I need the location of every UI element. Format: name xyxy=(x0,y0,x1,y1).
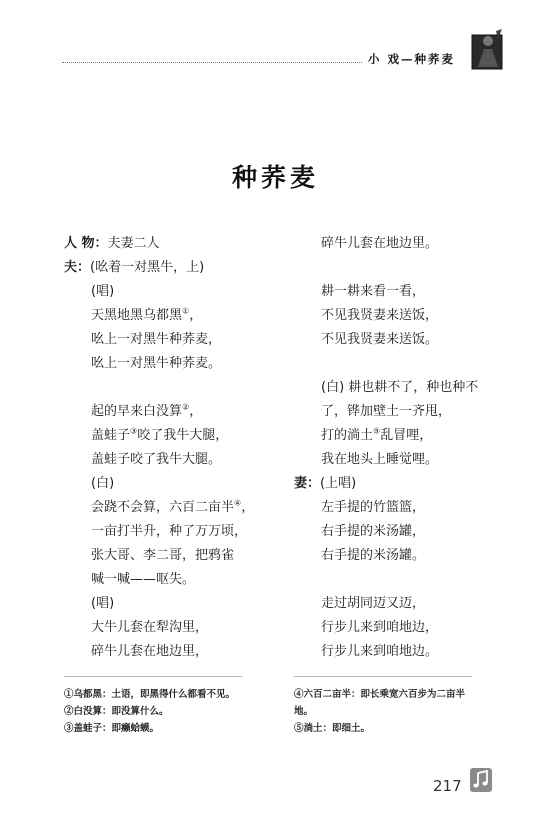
line-text: 咬了我牛大腿， xyxy=(137,428,229,443)
speaker-label: 人 物： xyxy=(64,236,108,251)
verse-line xyxy=(294,376,514,400)
line-text: ， xyxy=(189,404,203,419)
verse-line xyxy=(64,592,284,616)
line-text: 一亩打半升，种了万万顷， xyxy=(91,524,248,539)
line-text: 喊一喊——呕失。 xyxy=(91,572,196,587)
verse-line xyxy=(294,352,514,376)
footnote-marker: ⑤ xyxy=(373,426,381,436)
verse-line xyxy=(294,616,514,640)
line-text: (白) xyxy=(91,476,115,491)
line-text: (白) 耕也耕不了，种也种不 xyxy=(321,380,479,395)
warrior-figure-icon xyxy=(468,27,506,73)
verse-line xyxy=(64,280,284,304)
line-text: 吆上一对黑牛种荞麦， xyxy=(91,332,222,347)
line-text: 起的早来白没算 xyxy=(91,404,183,419)
line-text: 行步儿来到咱地边， xyxy=(321,620,439,635)
line-text: (吆着一对黑牛，上) xyxy=(90,260,205,275)
verse-line xyxy=(294,232,514,256)
line-text: ， xyxy=(241,500,255,515)
line-text: 天黑地黑乌都黑 xyxy=(91,308,183,323)
line-text: 夫妻二人 xyxy=(107,236,160,251)
verse-line xyxy=(64,232,284,256)
page-number: 217 xyxy=(433,777,462,795)
line-text: ， xyxy=(189,308,203,323)
line-text: 打的淌土 xyxy=(321,428,374,443)
line-text: 大牛儿套在犁沟里， xyxy=(91,620,209,635)
verse-line xyxy=(64,472,284,496)
right-column xyxy=(294,232,514,664)
verse-line xyxy=(294,448,514,472)
header-divider xyxy=(62,62,362,63)
line-text: (上唱) xyxy=(320,476,357,491)
verse-line xyxy=(64,616,284,640)
verse-line xyxy=(64,304,284,328)
speaker-label: 夫： xyxy=(64,260,91,275)
line-text: 会跷不会算，六百二亩半 xyxy=(91,500,235,515)
speaker-label: 妻： xyxy=(294,476,321,491)
line-text: 行步儿来到咱地边。 xyxy=(321,644,439,659)
line-text: (唱) xyxy=(91,596,115,611)
line-text: 盖蛙子咬了我牛大腿。 xyxy=(91,452,222,467)
verse-line xyxy=(64,376,284,400)
line-text: 乱冒哩， xyxy=(380,428,433,443)
line-text: 左手提的竹篮篮， xyxy=(321,500,426,515)
verse-line xyxy=(294,472,514,496)
music-note-icon xyxy=(470,768,492,792)
verse-line xyxy=(64,352,284,376)
footnote-marker: ① xyxy=(182,306,190,316)
line-text: 碎牛儿套在地边里。 xyxy=(321,236,439,251)
verse-line xyxy=(64,544,284,568)
footnote-marker: ③ xyxy=(130,426,138,436)
footnote-divider-left xyxy=(64,676,242,677)
verse-line xyxy=(294,640,514,664)
verse-line xyxy=(294,544,514,568)
footnote-marker: ② xyxy=(182,402,190,412)
line-text: (唱) xyxy=(91,284,115,299)
verse-line xyxy=(64,328,284,352)
verse-line xyxy=(294,304,514,328)
verse-line xyxy=(294,256,514,280)
footnote-marker: ④ xyxy=(234,498,242,508)
verse-line xyxy=(294,520,514,544)
verse-line xyxy=(64,448,284,472)
verse-line xyxy=(64,640,284,664)
verse-line xyxy=(294,592,514,616)
line-text: 走过胡同迈又迈， xyxy=(321,596,426,611)
footnote: ②白没算：即没算什么。 xyxy=(64,706,169,717)
line-text: 不见我贤妻来送饭。 xyxy=(321,332,439,347)
footnote: ④六百二亩半：即长乘宽六百步为二亩半 xyxy=(294,689,466,700)
left-column xyxy=(64,232,284,664)
verse-line xyxy=(64,496,284,520)
footnote: ⑤淌土：即细土。 xyxy=(294,723,371,734)
line-text: 我在地头上睡觉哩。 xyxy=(321,452,439,467)
verse-line xyxy=(64,256,284,280)
footnote: 地。 xyxy=(294,706,314,717)
footnote: ③盖蛙子：即癞蛤蟆。 xyxy=(64,723,160,734)
line-text: 了，铧加壁土一齐甩， xyxy=(321,404,452,419)
line-text: 耕一耕来看一看， xyxy=(321,284,426,299)
verse-line xyxy=(64,568,284,592)
verse-line xyxy=(64,400,284,424)
footnote: ①乌都黑：土语，即黑得什么都看不见。 xyxy=(64,689,236,700)
line-text: 盖蛙子 xyxy=(91,428,131,443)
line-text: 不见我贤妻来送饭， xyxy=(321,308,439,323)
line-text: 右手提的米汤罐， xyxy=(321,524,426,539)
footnote-divider-right xyxy=(294,676,472,677)
verse-line xyxy=(294,568,514,592)
verse-line xyxy=(294,328,514,352)
verse-line xyxy=(294,424,514,448)
line-text: 右手提的米汤罐。 xyxy=(321,548,426,563)
running-header: 小 戏—种荞麦 xyxy=(368,52,456,66)
line-text: 吆上一对黑牛种荞麦。 xyxy=(91,356,222,371)
footnotes-left xyxy=(64,686,284,737)
page-title: 种荞麦 xyxy=(231,163,319,192)
verse-line xyxy=(64,424,284,448)
verse-line xyxy=(294,496,514,520)
line-text: 张大哥、李二哥，把鸦雀 xyxy=(91,548,235,563)
line-text: 碎牛儿套在地边里， xyxy=(91,644,209,659)
verse-line xyxy=(64,520,284,544)
verse-line xyxy=(294,280,514,304)
verse-line xyxy=(294,400,514,424)
footnotes-right xyxy=(294,686,504,737)
